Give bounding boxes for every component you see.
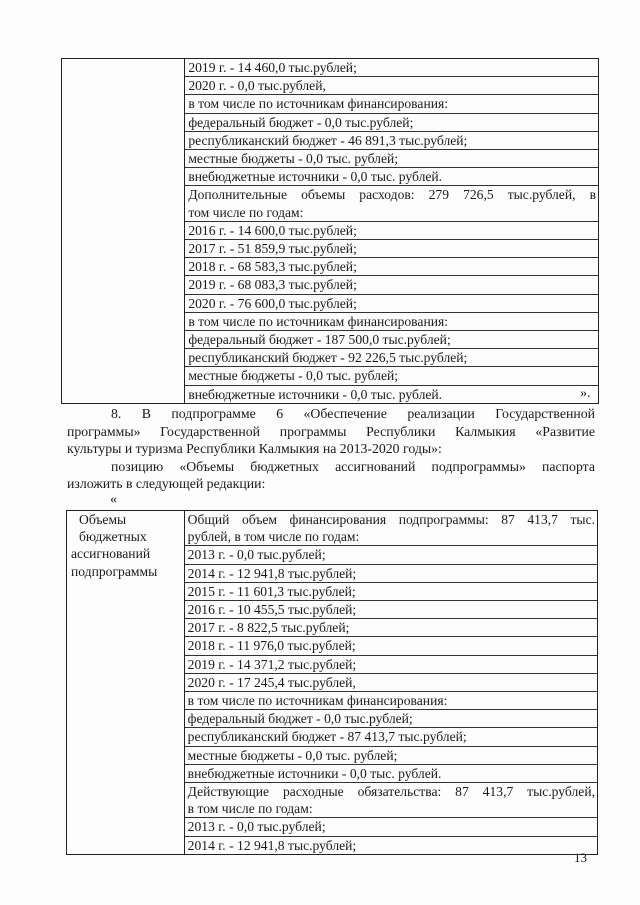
table-line: том числе по годам: [185,204,598,222]
row-label: ассигнований [71,546,151,562]
table-line: внебюджетные источники - 0,0 тыс. рублей. [185,765,597,783]
table-line: 2013 г. - 0,0 тыс.рублей; [185,818,597,836]
table-line: рублей, в том числе по годам: [185,528,597,546]
row-label: Объемы [79,512,127,527]
table-line: 2016 г. - 14 600,0 тыс.рублей; [185,222,598,240]
table-line: федеральный бюджет - 187 500,0 тыс.рублей; [185,331,598,349]
table-line: местные бюджеты - 0,0 тыс. рублей; [185,747,597,765]
table-line: в том числе по источникам финансирования: [185,692,597,710]
paragraph-line: культуры и туризма Республики Калмыкия на 2013-2020 годы»: [67,441,442,457]
closing-quote: ». [580,386,591,401]
table-line: 2016 г. - 10 455,5 тыс.рублей; [185,601,597,619]
table-line: 2019 г. - 14 460,0 тыс.рублей; [185,59,598,77]
paragraph-line: позицию «Объемы бюджетных ассигнований подпрограммы» паспорта [111,458,595,474]
table-line: 2018 г. - 11 976,0 тыс.рублей; [185,637,597,655]
table-line: 2017 г. - 51 859,9 тыс.рублей; [185,240,598,258]
table-line: внебюджетные источники - 0,0 тыс. рублей. [185,168,598,186]
row-label: подпрограммы [71,563,158,579]
funding-details-cell [184,511,597,855]
table-line: Общий объем финансирования подпрограммы: 87 413,7 тыс. [187,512,595,527]
table-line: республиканский бюджет - 46 891,3 тыс.рублей; [185,132,598,150]
table-line: Действующие расходные обязательства: 87 413,7 тыс.рублей, [187,784,595,800]
table-line: 2014 г. - 12 941,8 тыс.рублей; [185,565,597,583]
table-line: федеральный бюджет - 0,0 тыс.рублей; [185,114,598,132]
table-line: 2019 г. - 68 083,3 тыс.рублей; [185,276,598,294]
table-line: 2013 г. - 0,0 тыс.рублей; [185,546,597,564]
paragraph-8 [67,405,595,493]
funding-details-cell [185,59,599,404]
page-number: 13 [574,850,587,865]
label-cell [67,511,185,855]
table-line: внебюджетные источники - 0,0 тыс. рублей. [188,386,443,402]
row-label: бюджетных [79,529,147,545]
paragraph-line: 8. В подпрограмме 6 «Обеспечение реализации Государственной [111,406,595,421]
table-line: федеральный бюджет - 0,0 тыс.рублей; [185,710,597,728]
table-line: 2014 г. - 12 941,8 тыс.рублей; [187,837,357,853]
table-line: 2020 г. - 76 600,0 тыс.рублей; [185,295,598,313]
table-line: в том числе по источникам финансирования: [185,313,598,331]
empty-left-cell [62,59,185,404]
table-line: 2017 г. - 8 822,5 тыс.рублей; [185,619,597,637]
table-line: в том числе по годам: [185,800,597,818]
paragraph-line: изложить в следующей редакции: [67,476,266,492]
funding-table-continued [61,58,599,404]
table-line: в том числе по источникам финансирования: [185,95,598,113]
funding-table-subprogram-6 [66,510,598,855]
table-line: местные бюджеты - 0,0 тыс. рублей; [185,150,598,168]
opening-quote: « [110,492,117,507]
table-line: республиканский бюджет - 87 413,7 тыс.рублей; [185,728,597,746]
table-line: местные бюджеты - 0,0 тыс. рублей; [185,367,598,385]
paragraph-line: программы» Государственной программы Республики Калмыкия «Развитие [67,423,595,439]
table-line: 2020 г. - 17 245,4 тыс.рублей, [185,674,597,692]
table-line: 2019 г. - 14 371,2 тыс.рублей; [185,656,597,674]
table-line: 2018 г. - 68 583,3 тыс.рублей; [185,258,598,276]
table-line: Дополнительные объемы расходов: 279 726,5 тыс.рублей, в [188,187,596,203]
table-line: республиканский бюджет - 92 226,5 тыс.рублей; [185,349,598,367]
table-line: 2020 г. - 0,0 тыс.рублей, [185,77,598,95]
table-line: 2015 г. - 11 601,3 тыс.рублей; [185,583,597,601]
